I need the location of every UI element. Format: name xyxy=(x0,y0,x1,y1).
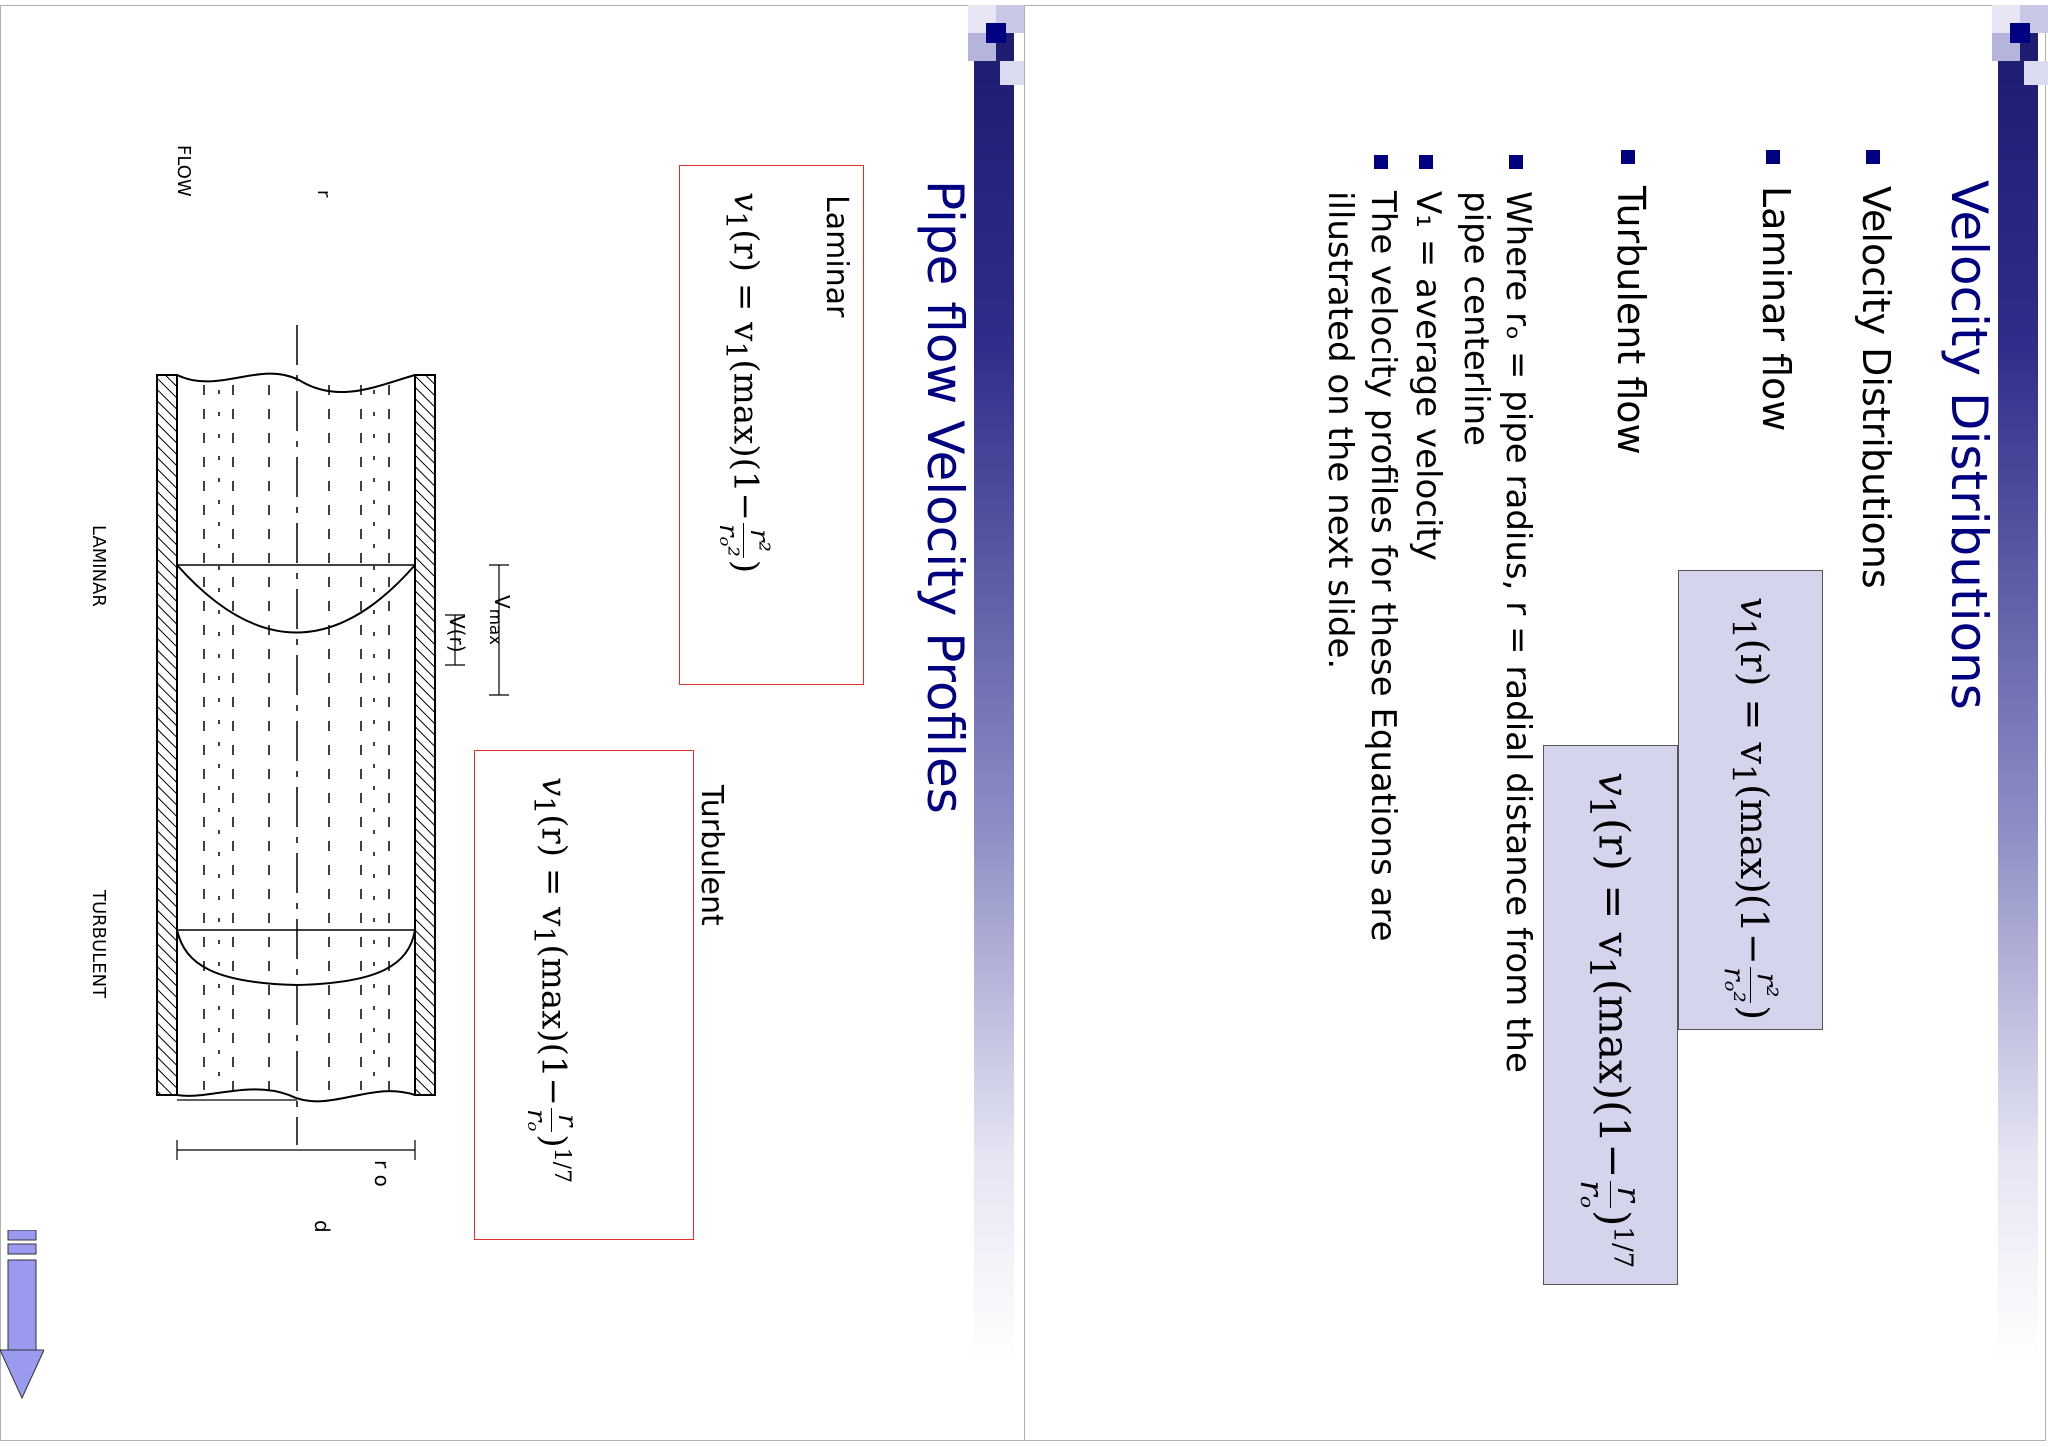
fraction-denominator: rₒ² xyxy=(1718,967,1751,1003)
bullet-text: Turbulent flow xyxy=(1609,186,1653,455)
formula-arg: (r) = v xyxy=(1732,638,1776,764)
note-where-ro xyxy=(1498,155,1538,1073)
diagram-label-r: r xyxy=(313,190,334,198)
formula-v: v xyxy=(726,192,766,212)
slide-title: Velocity Distributions xyxy=(1940,180,1998,710)
diagram-label-r-o: r o xyxy=(370,1160,394,1187)
bullet-turbulent-flow xyxy=(1609,150,1653,455)
note-text: V₁ = average velocity xyxy=(1408,191,1448,561)
diagram-label-v-r: V(r) xyxy=(445,615,469,653)
formula-sub: 1 xyxy=(527,926,561,945)
formula-arg: (r) = v xyxy=(1589,818,1639,957)
formula-arg: (r) = v xyxy=(726,229,766,342)
formula-tail: ) xyxy=(1589,1210,1639,1227)
diagram-label-v-max xyxy=(486,595,514,645)
slide-canvas xyxy=(1024,5,2048,1441)
bullet-text: Velocity Distributions xyxy=(1854,186,1898,589)
formula-fraction xyxy=(713,523,775,558)
formula-fraction xyxy=(1573,1180,1648,1209)
formula-fraction xyxy=(1718,967,1784,1004)
pipe-wall-top xyxy=(415,375,435,1095)
pipe-wall-bottom xyxy=(157,375,177,1095)
bullet-square-icon xyxy=(1867,150,1881,164)
formula-tail: ) xyxy=(533,1134,574,1148)
laminar-formula xyxy=(1718,597,1784,1021)
note-text: illustrated on the next slide. xyxy=(1320,191,1360,670)
note-text: Where rₒ = pipe radius, r = radial distance from the xyxy=(1498,191,1538,1073)
slide-pipe-flow-profiles xyxy=(0,5,1024,1441)
note-average-velocity xyxy=(1408,155,1448,561)
formula-tail: ) xyxy=(726,559,766,574)
formula-sub: 1 xyxy=(720,211,754,230)
formula-mid: (max)(1− xyxy=(533,944,574,1106)
fraction-denominator: rₒ xyxy=(1573,1180,1611,1209)
diagram-label-laminar: LAMINAR xyxy=(88,525,109,607)
formula-mid: (max)(1− xyxy=(726,359,766,521)
formula-v: v xyxy=(1589,772,1639,796)
bullet-square-icon xyxy=(1375,155,1389,169)
bullet-square-icon xyxy=(1420,155,1434,169)
turbulent-formula xyxy=(523,777,580,1183)
note-text: pipe centerline xyxy=(1456,191,1496,447)
fraction-numerator: r xyxy=(1610,1181,1645,1208)
title-ribbon xyxy=(1998,5,2038,1365)
slide-canvas xyxy=(0,5,1024,1441)
fraction-denominator: rₒ² xyxy=(713,523,744,557)
formula-sub: 1 xyxy=(720,341,754,360)
bullet-square-icon xyxy=(1767,150,1781,164)
diagram-label-flow: FLOW xyxy=(173,145,194,197)
laminar-label: Laminar xyxy=(819,195,854,318)
laminar-formula xyxy=(713,192,775,574)
laminar-formula-box xyxy=(1678,570,1823,1030)
formula-v: v xyxy=(1732,597,1776,619)
formula-v: v xyxy=(533,777,574,797)
bullet-square-icon xyxy=(1510,155,1524,169)
turbulent-profile-curve xyxy=(177,930,415,985)
formula-exponent: 1/7 xyxy=(1607,1226,1638,1269)
slide-title: Pipe flow Velocity Profiles xyxy=(916,180,974,814)
title-ribbon xyxy=(974,5,1014,1365)
formula-sub: 1 xyxy=(1581,795,1622,819)
diagram-label-turbulent: TURBULENT xyxy=(88,890,109,999)
note-velocity-profiles xyxy=(1363,155,1403,942)
formula-sub: 1 xyxy=(1724,618,1761,639)
bullet-laminar-flow xyxy=(1754,150,1798,431)
pipe-flow-diagram xyxy=(149,195,529,1275)
formula-sub: 1 xyxy=(1581,956,1622,979)
vmax-subscript: max xyxy=(486,608,505,645)
fraction-numerator: r² xyxy=(1750,967,1781,1004)
note-pipe-centerline xyxy=(1456,191,1496,446)
bullet-square-icon xyxy=(1622,150,1636,164)
formula-mid: (max)(1− xyxy=(1732,784,1776,965)
formula-sub: 1 xyxy=(1724,763,1761,785)
diagram-label-d: d xyxy=(310,1220,334,1233)
formula-sub: 1 xyxy=(527,796,561,815)
formula-arg: (r) = v xyxy=(533,814,574,927)
formula-tail: ) xyxy=(1732,1005,1776,1021)
turbulent-label: Turbulent xyxy=(694,785,729,926)
bullet-velocity-distributions xyxy=(1854,150,1898,589)
bullet-text: Laminar flow xyxy=(1754,186,1798,432)
turbulent-formula-box xyxy=(1543,745,1678,1285)
slide-velocity-distributions xyxy=(1024,5,2048,1441)
note-text: The velocity profiles for these Equations are xyxy=(1363,191,1403,942)
note-next-slide xyxy=(1320,191,1360,669)
vmax-symbol: V xyxy=(490,595,514,609)
turbulent-formula xyxy=(1573,772,1648,1269)
laminar-profile-curve xyxy=(177,565,415,633)
formula-fraction xyxy=(523,1108,580,1132)
pipe-break-left xyxy=(177,374,415,392)
formula-exponent: 1/7 xyxy=(548,1147,574,1184)
arrow-down-icon[interactable] xyxy=(0,1230,44,1400)
fraction-numerator: r² xyxy=(744,523,773,558)
fraction-numerator: r xyxy=(551,1108,580,1132)
formula-mid: (max)(1− xyxy=(1589,978,1639,1179)
fraction-denominator: rₒ xyxy=(521,1108,551,1132)
